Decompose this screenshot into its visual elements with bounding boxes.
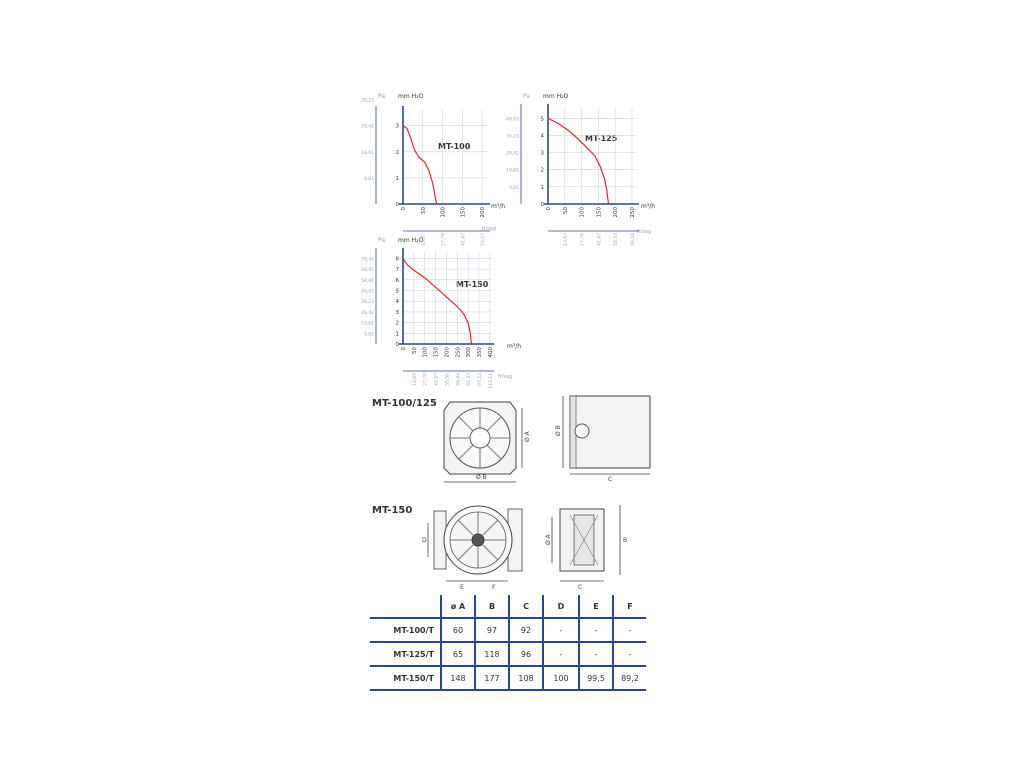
table-cell: 89,2 xyxy=(613,666,646,690)
y-tick-label: 1 xyxy=(395,331,399,338)
y-tick-label: 1 xyxy=(395,175,399,182)
dim-label-c: C xyxy=(608,476,613,483)
table-row xyxy=(370,618,646,642)
table-header-cell: ø A xyxy=(441,595,475,618)
y-tick-label: 4 xyxy=(540,133,544,140)
front-view xyxy=(444,402,522,482)
dim-label-e: E xyxy=(460,584,464,591)
pa-unit-label: Pa xyxy=(378,237,386,244)
x-tick-label: 0 xyxy=(401,207,407,211)
x-tick-label: 150 xyxy=(433,347,440,358)
x-tick-label: 100 xyxy=(579,207,586,218)
x-tick-label: 200 xyxy=(480,207,487,218)
x-tick-label: 250 xyxy=(455,347,462,358)
x2-tick-label: 55,53 xyxy=(614,233,620,246)
x-tick-label: 150 xyxy=(596,207,603,218)
chart-mt150 xyxy=(361,230,530,389)
drawing-mt150 xyxy=(420,495,650,595)
y-tick-label: 8 xyxy=(395,256,399,263)
x-tick-label: 50 xyxy=(411,347,418,354)
table-cell: 148 xyxy=(441,666,475,690)
model-cell: MT-100/T xyxy=(370,618,441,642)
x-tick-label: 50 xyxy=(562,207,569,214)
y-tick-label: 0 xyxy=(540,202,544,208)
pa-tick-label: 19,61 xyxy=(361,321,374,327)
chart-title: MT-125 xyxy=(585,134,618,143)
y-tick-label: 3 xyxy=(395,309,399,316)
x2-tick-label: 41,67 xyxy=(434,373,440,386)
table-cell: 96 xyxy=(509,642,543,666)
x2-tick-label: 13,89 xyxy=(412,373,418,386)
table-cell: 177 xyxy=(475,666,509,690)
x2-unit-label: ft/sag xyxy=(482,226,497,232)
x2-tick-label: 13,87 xyxy=(563,233,569,246)
y-tick-label: 4 xyxy=(395,299,399,306)
pa-unit-label: Pa xyxy=(378,93,386,100)
drawing-mt100-125 xyxy=(430,390,660,490)
y-tick-label: 5 xyxy=(395,288,399,295)
table-cell: 92 xyxy=(509,618,543,642)
x-unit-label: m³/h xyxy=(507,343,522,350)
x-tick-label: 100 xyxy=(422,347,429,358)
y-tick-label: 6 xyxy=(395,277,399,284)
y-tick-label: 7 xyxy=(395,267,399,274)
table-cell: 99,5 xyxy=(579,666,613,690)
dim-label-dia-a: Ø A xyxy=(524,431,531,442)
table-cell: - xyxy=(543,618,579,642)
pa-tick-label: 19,61 xyxy=(506,168,519,174)
x-tick-label: 250 xyxy=(629,207,636,218)
table-cell: - xyxy=(613,642,646,666)
pa-tick-label: 9,81 xyxy=(363,332,374,338)
x-tick-label: 400 xyxy=(487,347,494,358)
pa-unit-label: Pa xyxy=(523,93,531,100)
side-view xyxy=(563,396,650,474)
x2-tick-label: 83,33 xyxy=(467,373,473,386)
dim-label-d: D xyxy=(422,537,427,544)
x2-tick-label: 41,47 xyxy=(597,233,603,246)
x-tick-label: 200 xyxy=(444,347,451,358)
pa-tick-label: 39,23 xyxy=(361,98,374,104)
pa-tick-label: 29,42 xyxy=(506,151,519,157)
pa-tick-label: 29,42 xyxy=(361,310,374,316)
x-unit-label: m³/h xyxy=(491,203,506,210)
pa-tick-label: 9,81 xyxy=(508,185,519,191)
table-cell: - xyxy=(579,642,613,666)
dim-label-dia-a: Ø A xyxy=(545,534,552,545)
table-cell: 118 xyxy=(475,642,509,666)
y-tick-label: 5 xyxy=(540,116,544,123)
pa-tick-label: 49,03 xyxy=(506,117,519,123)
dim-label-b: B xyxy=(623,537,628,544)
pa-tick-label: 9,81 xyxy=(363,176,374,182)
mmh2o-unit-label: mm H₂O xyxy=(543,93,569,100)
model-cell: MT-125/T xyxy=(370,642,441,666)
x-tick-label: 350 xyxy=(476,347,483,358)
x2-tick-label: 27,78 xyxy=(423,373,429,386)
mmh2o-unit-label: mm H₂O xyxy=(398,93,424,100)
dim-label-dia-b: Ø B xyxy=(476,474,487,481)
x-unit-label: m³/h xyxy=(641,203,656,210)
series-line xyxy=(403,126,437,204)
dimensions-table xyxy=(370,595,646,691)
x-tick-label: 50 xyxy=(420,207,427,214)
y-tick-label: 2 xyxy=(540,167,544,174)
x-tick-label: 300 xyxy=(466,347,473,358)
chart-mt125 xyxy=(506,90,665,246)
x2-tick-label: 69,44 xyxy=(630,233,636,246)
x2-tick-label: 27,76 xyxy=(441,233,447,246)
x2-tick-label: 55,57 xyxy=(481,233,487,246)
chart-mt100 xyxy=(361,90,510,246)
x-tick-label: 0 xyxy=(401,347,407,351)
dim-label-c: C xyxy=(578,584,583,591)
table-cell: - xyxy=(543,642,579,666)
x2-tick-label: 97,22 xyxy=(477,373,483,386)
y-tick-label: 3 xyxy=(540,150,544,157)
table-cell: 97 xyxy=(475,618,509,642)
table-header-cell: F xyxy=(613,595,646,618)
mmh2o-unit-label: mm H₂O xyxy=(398,237,424,244)
table-row xyxy=(370,666,646,690)
pa-tick-label: 58,84 xyxy=(361,278,374,284)
y-tick-label: 2 xyxy=(395,149,399,156)
x2-tick-label: 69,44 xyxy=(456,373,462,386)
table-header-cell: E xyxy=(579,595,613,618)
chart-title: MT-100 xyxy=(438,142,471,151)
pa-tick-label: 29,42 xyxy=(361,124,374,130)
pa-tick-label: 68,65 xyxy=(361,268,374,274)
x2-unit-label: ft/sag xyxy=(498,374,513,380)
table-header-cell: C xyxy=(509,595,543,618)
x-tick-label: 0 xyxy=(546,207,552,211)
table-header-cell xyxy=(370,595,441,618)
pa-tick-label: 39,23 xyxy=(361,300,374,306)
x-tick-label: 100 xyxy=(440,207,447,218)
series-line xyxy=(548,118,609,204)
pa-tick-label: 49,03 xyxy=(361,289,374,295)
x2-tick-label: 27,76 xyxy=(580,233,586,246)
table-cell: - xyxy=(613,618,646,642)
table-row xyxy=(370,642,646,666)
x2-tick-label: 111,11 xyxy=(488,373,494,389)
table-cell: 60 xyxy=(441,618,475,642)
y-tick-label: 1 xyxy=(540,184,544,191)
table-cell: 108 xyxy=(509,666,543,690)
y-tick-label: 3 xyxy=(395,123,399,130)
dim-label-dia-b-side: Ø B xyxy=(555,425,562,436)
table-header-row xyxy=(370,595,646,618)
y-tick-label: 0 xyxy=(395,342,399,348)
dim-label-f: F xyxy=(492,584,496,591)
drawing-title-mt150: MT-150 xyxy=(372,505,413,516)
x2-tick-label: 41,47 xyxy=(461,233,467,246)
x-tick-label: 150 xyxy=(460,207,467,218)
front-view xyxy=(428,506,522,581)
side-view xyxy=(552,505,620,581)
model-cell: MT-150/T xyxy=(370,666,441,690)
y-tick-label: 2 xyxy=(395,320,399,327)
table-header-cell: B xyxy=(475,595,509,618)
chart-title: MT-150 xyxy=(456,280,489,289)
table-cell: - xyxy=(579,618,613,642)
table-header-cell: D xyxy=(543,595,579,618)
pa-tick-label: 19,61 xyxy=(361,150,374,156)
table-cell: 100 xyxy=(543,666,579,690)
x-tick-label: 200 xyxy=(613,207,620,218)
table-cell: 65 xyxy=(441,642,475,666)
pa-tick-label: 39,23 xyxy=(506,134,519,140)
pa-tick-label: 78,45 xyxy=(361,257,374,263)
y-tick-label: 0 xyxy=(395,202,399,208)
x2-tick-label: 55,56 xyxy=(445,373,451,386)
x2-tick-label: 13,87 xyxy=(421,233,427,246)
x2-unit-label: ft/sag xyxy=(637,229,652,235)
drawing-title-mt100-125: MT-100/125 xyxy=(372,398,437,409)
